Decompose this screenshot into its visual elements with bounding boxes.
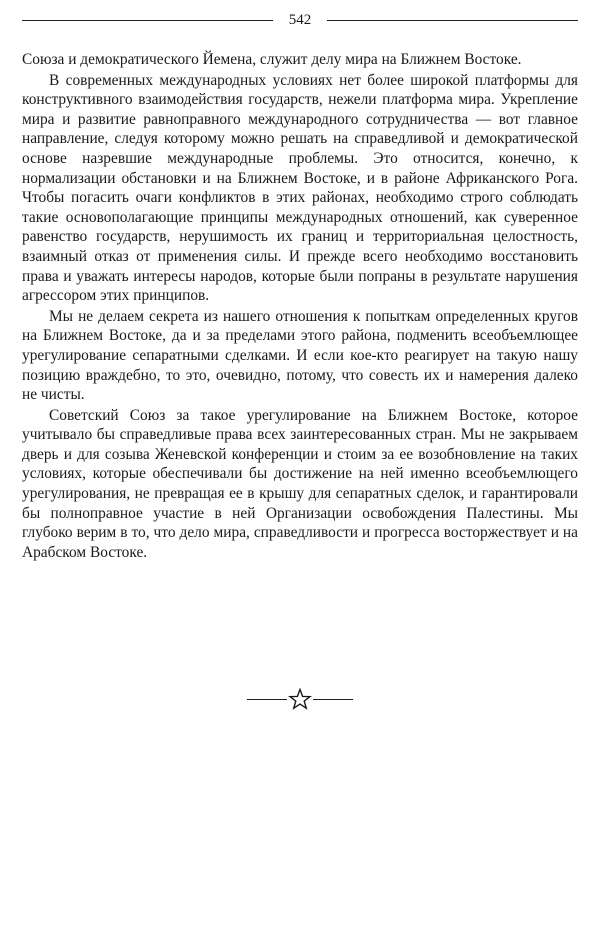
body-text bbox=[22, 50, 578, 562]
page-header bbox=[22, 8, 578, 32]
section-end-ornament bbox=[247, 688, 353, 710]
paragraph: Советский Союз за такое урегулирование на Ближнем Востоке, которое учитывало бы справедливые права всех заинтересованных стран. Мы не закрываем дверь и для созыва Женевской конференции и стоим за ее возобновление на таких условиях, которые обеспечивали бы достижение на ней именно всеобъемлющего урегулирования, не превращая ее в крышу для сепаратных сделок, и гарантировали бы полноправное участие в ней Организации освобождения Палестины. Мы глубоко верим в то, что дело мира, справедливости и прогресса восторжествует и на Арабском Востоке. bbox=[22, 406, 578, 561]
paragraph: Мы не делаем секрета из нашего отношения к попыткам определенных кругов на Ближнем Востоке, да и за пределами этого района, подменить всеобъемлющее урегулирование сепаратными сделками. И если кое-кто реагирует на такую нашу позицию враждебно, то это, очевидно, потому, что совесть их и намерения далеко не чисты. bbox=[22, 307, 578, 404]
ornament-rule-right bbox=[313, 699, 353, 700]
star-outline-icon bbox=[287, 688, 313, 710]
paragraph-continuation: Союза и демократического Йемена, служит делу мира на Ближнем Востоке. bbox=[22, 51, 522, 68]
page-number: 542 bbox=[288, 12, 312, 28]
ornament-rule-left bbox=[247, 699, 287, 700]
header-rule-right bbox=[327, 20, 578, 21]
header-rule-left bbox=[22, 20, 273, 21]
paragraph: В современных международных условиях нет более широкой платформы для конструктивного взаимодействия государств, нежели платформа мира. Укрепление мира и развитие равноправного международного сотрудничества — вот главное направление, следуя которому можно решать на справедливой и демократической основе назревшие международные проблемы. Это относится, конечно, к нормализации обстановки и на Ближнем Востоке, и в районе Африканского Рога. Чтобы погасить очаги конфликтов в этих районах, необходимо строго соблюдать такие основополагающие принципы международных отношений, как суверенное равенство государств, нерушимость их границ и территориальная целостность, взаимный отказ от применения силы. И прежде всего необходимо восстановить права и уважать интересы народов, которые были попраны в результате нарушения агрессором этих принципов. bbox=[22, 71, 578, 305]
